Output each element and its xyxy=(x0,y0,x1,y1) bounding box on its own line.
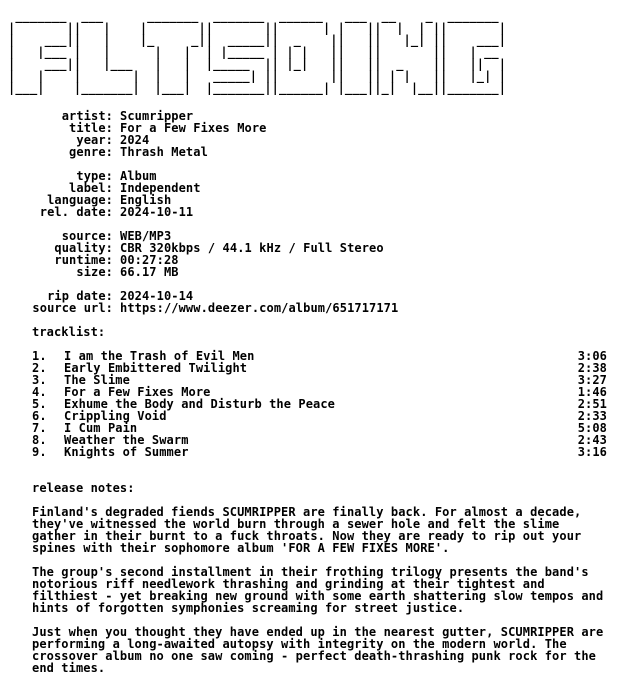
meta-genre xyxy=(8,146,607,158)
track-time: 5:08 xyxy=(577,421,607,435)
meta-key: size: xyxy=(76,265,113,279)
meta-value: English xyxy=(120,193,172,207)
notes-paragraph: Finland's degraded fiends SCUMRIPPER are finally back. For almost a decade, they've witnessed the world burn through a sewer hole and felt the slime gather in their burnt to a fuck throats. Now they are ready to rip out your spines with their sophomore album 'FOR A FEW FIXES MORE'. xyxy=(32,505,582,555)
track-time: 3:27 xyxy=(577,373,607,387)
meta-key: rip date: xyxy=(47,289,113,303)
notes-paragraph: Just when you thought they have ended up in the nearest gutter, SCUMRIPPER are performing a long-awaited autopsy with integrity on the modern world. The crossover album no one saw coming - perfect death-thrashing punk rock for the end times. xyxy=(32,625,604,675)
meta-value: 00:27:28 xyxy=(120,253,179,267)
release-notes-heading: release notes: xyxy=(32,481,135,495)
meta-value: For a Few Fixes More xyxy=(120,121,267,135)
track-num: 4. xyxy=(32,385,47,399)
track-title: I Cum Pain xyxy=(64,421,138,435)
track-title: Early Embittered Twilight xyxy=(64,361,248,375)
track-num: 8. xyxy=(32,433,47,447)
track-num: 6. xyxy=(32,409,47,423)
tracklist xyxy=(8,350,607,458)
meta-value: WEB/MP3 xyxy=(120,229,172,243)
meta-value: Scumripper xyxy=(120,109,194,123)
track-row xyxy=(8,446,607,458)
spacer xyxy=(8,458,607,470)
track-time: 2:43 xyxy=(577,433,607,447)
meta-key: runtime: xyxy=(54,253,113,267)
track-time: 3:16 xyxy=(577,445,607,459)
meta-key: year: xyxy=(76,133,113,147)
meta-value-url: https://www.deezer.com/album/651717171 xyxy=(120,301,399,315)
track-title: For a Few Fixes More xyxy=(64,385,211,399)
tracklist-heading: tracklist: xyxy=(32,325,106,339)
meta-release-date xyxy=(8,206,607,218)
meta-key: quality: xyxy=(54,241,113,255)
meta-value: 2024 xyxy=(120,133,150,147)
meta-key: genre: xyxy=(69,145,113,159)
track-num: 7. xyxy=(32,421,47,435)
meta-size xyxy=(8,266,607,278)
meta-key: source url: xyxy=(32,301,113,315)
meta-value: CBR 320kbps / 44.1 kHz / Full Stereo xyxy=(120,241,384,255)
track-num: 9. xyxy=(32,445,47,459)
ascii-banner: _______ ___ _______ _______ ______ ___ __ _ _______ | || | | || || | | || | | || | | ___|| | |_ _|| _____|| _ || || |_| || ___| | |___ | | | | | |_____ | | | || || || | __ | ___|| |___ | | |_____ || |_| || || _ || || | | | | | | | _____| || || || | | || |_| | |___| |_______| |___| |_______||______| |___||_| |__||_______| xyxy=(8,9,507,95)
meta-key: label: xyxy=(69,181,113,195)
release-notes xyxy=(8,506,607,674)
nfo-document xyxy=(8,10,607,686)
track-title: Crippling Void xyxy=(64,409,167,423)
meta-value: Thrash Metal xyxy=(120,145,208,159)
meta-value: 2024-10-11 xyxy=(120,205,194,219)
track-title: I am the Trash of Evil Men xyxy=(64,349,255,363)
track-time: 3:06 xyxy=(577,349,607,363)
track-num: 3. xyxy=(32,373,47,387)
track-num: 1. xyxy=(32,349,47,363)
track-time: 2:38 xyxy=(577,361,607,375)
track-time: 2:51 xyxy=(577,397,607,411)
meta-value: 2024-10-14 xyxy=(120,289,194,303)
meta-key: language: xyxy=(47,193,113,207)
meta-key: type: xyxy=(76,169,113,183)
track-num: 5. xyxy=(32,397,47,411)
meta-source-url xyxy=(8,302,607,314)
track-title: The Slime xyxy=(64,373,130,387)
meta-key: title: xyxy=(69,121,113,135)
track-time: 1:46 xyxy=(577,385,607,399)
track-num: 2. xyxy=(32,361,47,375)
track-title: Knights of Summer xyxy=(64,445,189,459)
meta-key: rel. date: xyxy=(39,205,113,219)
meta-key: source: xyxy=(61,229,113,243)
notes-paragraph: The group's second installment in their frothing trilogy presents the band's notorious riff needlework thrashing and grinding at their tightest and filthiest - yet breaking new ground with some earth shattering slow tempos and hints of forgotten symphonies screaming for street justice. xyxy=(32,565,604,615)
track-title: Weather the Swarm xyxy=(64,433,189,447)
meta-value: Album xyxy=(120,169,157,183)
meta-value: 66.17 MB xyxy=(120,265,179,279)
meta-key: artist: xyxy=(61,109,113,123)
meta-value: Independent xyxy=(120,181,201,195)
track-title: Exhume the Body and Disturb the Peace xyxy=(64,397,336,411)
track-time: 2:33 xyxy=(577,409,607,423)
